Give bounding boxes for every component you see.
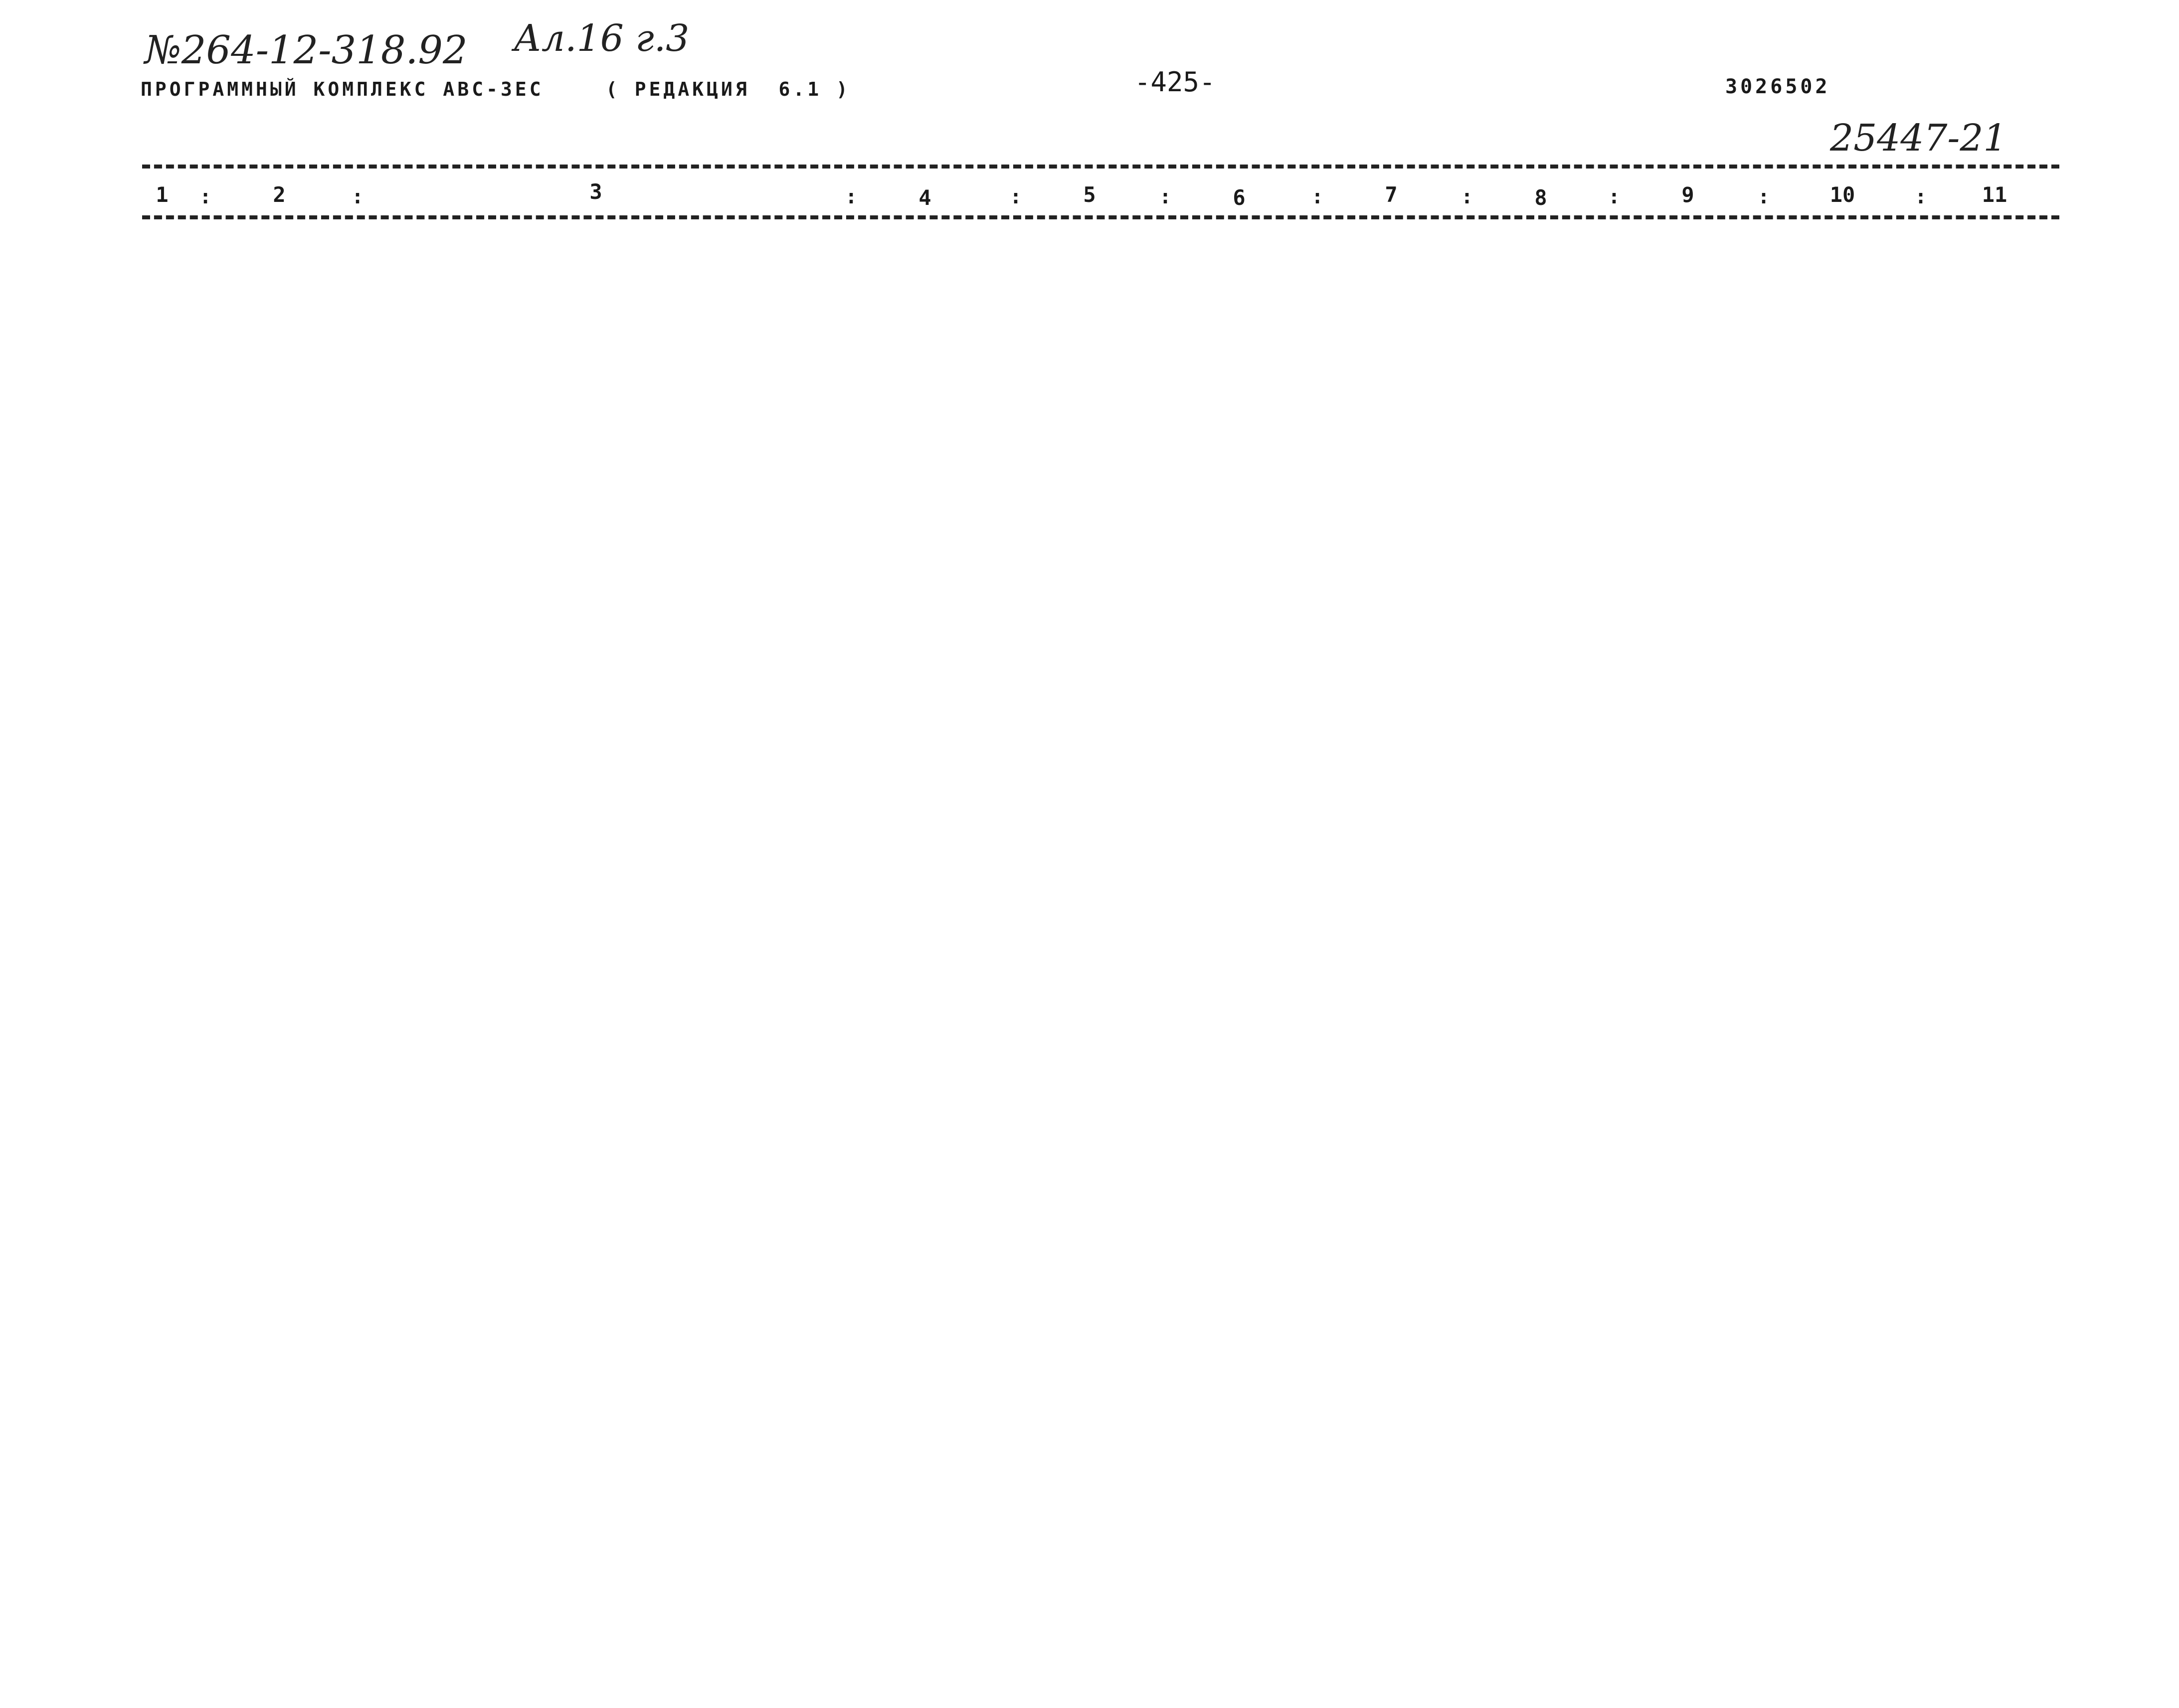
column-number-8: 8: [1534, 185, 1547, 210]
registry-number: №264-12-318.92: [145, 28, 468, 73]
column-separator: :: [1915, 185, 1927, 208]
column-separator: :: [1311, 185, 1324, 208]
table-top-rule: [142, 165, 2059, 169]
column-separator: :: [845, 185, 858, 208]
column-number-2: 2: [273, 182, 286, 207]
page-number: -425-: [1134, 66, 1216, 98]
edition: ( РЕДАКЦИЯ 6.1 ): [606, 78, 851, 100]
column-number-1: 1: [156, 182, 169, 207]
column-separator: :: [352, 185, 364, 208]
column-number-7: 7: [1385, 182, 1398, 207]
sheet-reference: Ал.16 г.3: [514, 17, 690, 60]
table-header-rule: [142, 215, 2059, 219]
column-number-9: 9: [1681, 182, 1694, 207]
program-title: ПРОГРАММНЫЙ КОМПЛЕКС АВС-3ЕС: [141, 78, 544, 100]
column-number-5: 5: [1083, 182, 1096, 207]
index-number: 25447-21: [1830, 117, 2007, 160]
column-separator: :: [1608, 185, 1621, 208]
document-code: 3026502: [1725, 75, 1830, 98]
column-number-6: 6: [1233, 185, 1246, 210]
column-number-4: 4: [918, 185, 931, 210]
column-separator: :: [1758, 185, 1770, 208]
column-separator: :: [1010, 185, 1022, 208]
column-number-3: 3: [589, 179, 602, 204]
column-separator: :: [1461, 185, 1473, 208]
column-number-11: 11: [1982, 182, 2007, 207]
column-separator: :: [1159, 185, 1172, 208]
column-separator: :: [199, 185, 212, 208]
column-number-10: 10: [1829, 182, 1855, 207]
